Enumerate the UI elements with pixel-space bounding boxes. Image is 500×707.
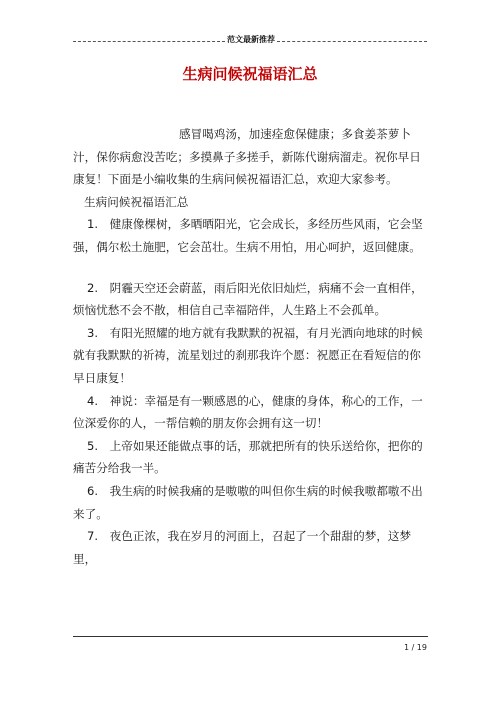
header-label: 范文最新推荐 [227, 35, 275, 44]
page-header [73, 33, 427, 49]
paragraph-gap [73, 259, 428, 277]
document-body [73, 123, 428, 570]
header-rule-left [73, 41, 225, 42]
document-title: 生病问候祝福语汇总 [182, 65, 318, 83]
list-item-5: 5. 上帝如果还能做点事的话，那就把所有的快乐送给你，把你的痛苦分给我一半。 [73, 438, 423, 476]
list-item-4: 4. 神说：幸福是有一颗感恩的心，健康的身体，称心的工作，一位深爱你的人，一帮信赖的朋友你会拥有这一切！ [73, 393, 423, 431]
list-item-2: 2. 阴霾天空还会蔚蓝，雨后阳光依旧灿烂，病痛不会一直相伴，烦恼忧愁不会不散，相信自己幸福陪伴，人生路上不会孤单。 [73, 280, 423, 318]
intro-paragraph: 感冒喝鸡汤，加速痊愈保健康；多食姜茶萝卜汁，保你病愈没苦吃；多摸鼻子多搓手，新陈代谢病溜走。祝你早日康复！下面是小编收集的生病问候祝福语汇总，欢迎大家参考。 [73, 127, 421, 187]
list-item-7: 7. 夜色正浓，我在岁月的河面上，召起了一个甜甜的梦，这梦里， [73, 529, 412, 566]
list-item-6: 6. 我生病的时候我痛的是嗷嗷的叫但你生病的时候我嗷都嗷不出来了。 [73, 483, 423, 521]
footer-rule [73, 636, 428, 637]
header-rule-right [277, 41, 427, 42]
list-item-3: 3. 有阳光照耀的地方就有我默默的祝福，有月光洒向地球的时候就有我默默的祈祷，流星划过的刹那我许个愿：祝愿正在看短信的你早日康复！ [73, 325, 423, 385]
page-number: 1 / 19 [403, 643, 427, 652]
list-item-1: 1. 健康像棵树，多晒晒阳光，它会成长，多经历些风雨，它会坚强，偶尔松土施肥，它会茁壮。生病不用怕，用心呵护，返回健康。 [73, 217, 423, 254]
section-subheading: 生病问候祝福语汇总 [84, 194, 189, 209]
